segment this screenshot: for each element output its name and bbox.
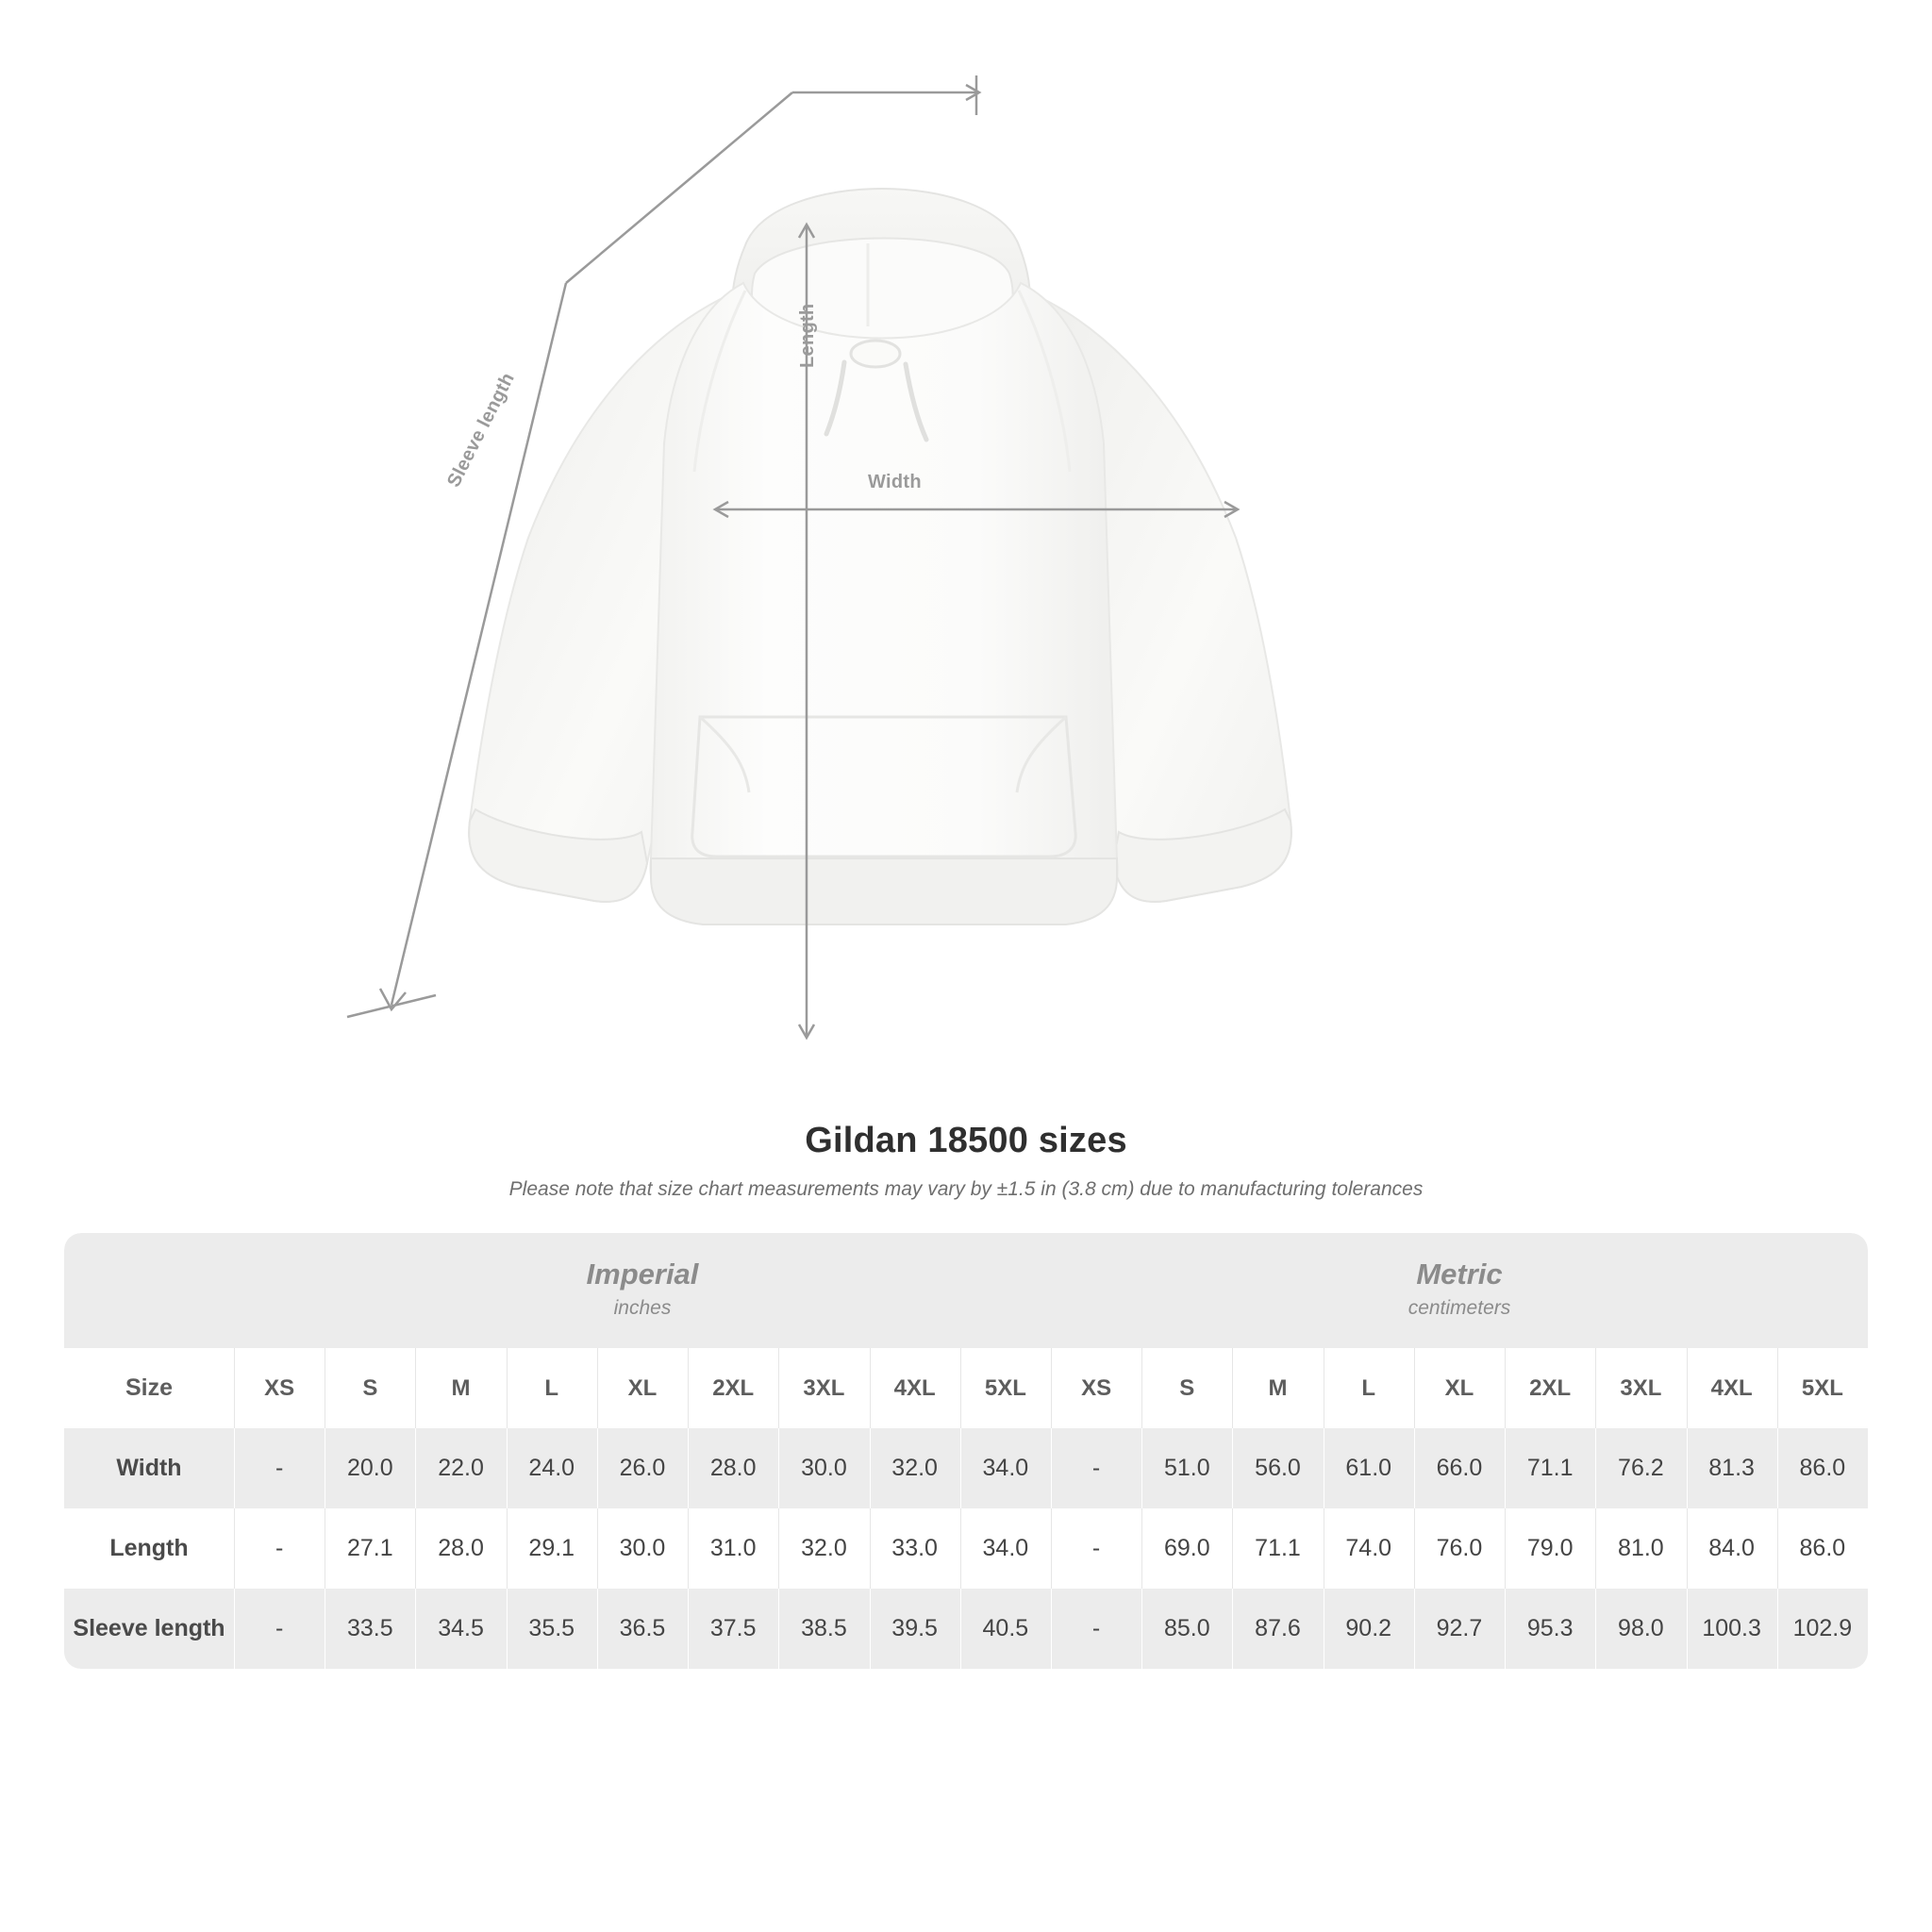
cell-sleeve-met-2: 87.6 xyxy=(1232,1589,1323,1669)
cell-length-met-8: 86.0 xyxy=(1777,1508,1868,1589)
hoodie-image xyxy=(462,132,1292,1075)
header-size-met-1: S xyxy=(1141,1348,1232,1428)
cell-width-imp-3: 24.0 xyxy=(507,1428,597,1508)
cell-sleeve-imp-5: 37.5 xyxy=(688,1589,778,1669)
unit-name-imperial: Imperial xyxy=(586,1257,699,1291)
header-size-imp-4: XL xyxy=(597,1348,688,1428)
cell-length-imp-1: 27.1 xyxy=(325,1508,415,1589)
unit-band-row xyxy=(64,1233,1868,1348)
cell-width-imp-2: 22.0 xyxy=(415,1428,506,1508)
cell-width-met-7: 81.3 xyxy=(1687,1428,1777,1508)
cell-width-met-1: 51.0 xyxy=(1141,1428,1232,1508)
cell-width-met-0: - xyxy=(1051,1428,1141,1508)
cell-sleeve-met-8: 102.9 xyxy=(1777,1589,1868,1669)
header-size-imp-6: 3XL xyxy=(778,1348,869,1428)
table-row xyxy=(64,1508,1868,1589)
cell-width-met-2: 56.0 xyxy=(1232,1428,1323,1508)
measure-label-sleeve-length: Sleeve length xyxy=(443,369,519,491)
cell-width-met-4: 66.0 xyxy=(1414,1428,1505,1508)
cell-sleeve-imp-2: 34.5 xyxy=(415,1589,506,1669)
size-table xyxy=(64,1233,1868,1669)
header-size-met-4: XL xyxy=(1414,1348,1505,1428)
cell-sleeve-met-6: 98.0 xyxy=(1595,1589,1686,1669)
cell-sleeve-met-5: 95.3 xyxy=(1505,1589,1595,1669)
cell-length-imp-8: 34.0 xyxy=(960,1508,1051,1589)
cell-length-imp-3: 29.1 xyxy=(507,1508,597,1589)
header-size-imp-3: L xyxy=(507,1348,597,1428)
cell-sleeve-met-1: 85.0 xyxy=(1141,1589,1232,1669)
cell-length-imp-7: 33.0 xyxy=(870,1508,960,1589)
cell-sleeve-imp-1: 33.5 xyxy=(325,1589,415,1669)
cell-width-met-8: 86.0 xyxy=(1777,1428,1868,1508)
cell-sleeve-imp-6: 38.5 xyxy=(778,1589,869,1669)
cell-sleeve-imp-3: 35.5 xyxy=(507,1589,597,1669)
measure-label-length: Length xyxy=(797,303,818,368)
row-label-width: Width xyxy=(64,1428,234,1508)
table-row xyxy=(64,1428,1868,1508)
cell-length-met-0: - xyxy=(1051,1508,1141,1589)
cell-width-imp-1: 20.0 xyxy=(325,1428,415,1508)
header-size-imp-1: S xyxy=(325,1348,415,1428)
unit-sub-metric: centimeters xyxy=(1407,1297,1511,1319)
header-size-imp-5: 2XL xyxy=(688,1348,778,1428)
header-size-imp-2: M xyxy=(415,1348,506,1428)
header-size-met-6: 3XL xyxy=(1595,1348,1686,1428)
title-block xyxy=(0,1121,1932,1201)
cell-width-imp-0: - xyxy=(234,1428,325,1508)
cell-sleeve-imp-0: - xyxy=(234,1589,325,1669)
cell-length-imp-4: 30.0 xyxy=(597,1508,688,1589)
page-title: Gildan 18500 sizes xyxy=(805,1121,1127,1160)
cell-sleeve-imp-8: 40.5 xyxy=(960,1589,1051,1669)
row-label-sleeve-length: Sleeve length xyxy=(64,1589,234,1669)
unit-name-metric: Metric xyxy=(1416,1257,1503,1291)
cell-length-met-4: 76.0 xyxy=(1414,1508,1505,1589)
cell-width-imp-8: 34.0 xyxy=(960,1428,1051,1508)
tolerance-note: Please note that size chart measurements may vary by ±1.5 in (3.8 cm) due to manufacturing tolerances xyxy=(508,1178,1424,1200)
header-size-imp-8: 5XL xyxy=(960,1348,1051,1428)
row-label-length: Length xyxy=(64,1508,234,1589)
header-size-met-2: M xyxy=(1232,1348,1323,1428)
header-size-met-8: 5XL xyxy=(1777,1348,1868,1428)
cell-width-met-5: 71.1 xyxy=(1505,1428,1595,1508)
cell-width-met-6: 76.2 xyxy=(1595,1428,1686,1508)
header-size-met-3: L xyxy=(1324,1348,1414,1428)
header-size-imp-0: XS xyxy=(234,1348,325,1428)
cell-length-met-5: 79.0 xyxy=(1505,1508,1595,1589)
cell-sleeve-imp-4: 36.5 xyxy=(597,1589,688,1669)
cell-length-imp-5: 31.0 xyxy=(688,1508,778,1589)
cell-length-imp-6: 32.0 xyxy=(778,1508,869,1589)
header-size: Size xyxy=(64,1348,234,1428)
cell-length-imp-2: 28.0 xyxy=(415,1508,506,1589)
unit-sub-imperial: inches xyxy=(613,1297,672,1319)
header-size-met-0: XS xyxy=(1051,1348,1141,1428)
measure-label-width: Width xyxy=(868,472,922,492)
unit-header-metric xyxy=(1051,1233,1868,1348)
unit-band-spacer xyxy=(64,1233,234,1348)
cell-width-imp-4: 26.0 xyxy=(597,1428,688,1508)
cell-width-imp-7: 32.0 xyxy=(870,1428,960,1508)
header-size-met-7: 4XL xyxy=(1687,1348,1777,1428)
cell-length-met-2: 71.1 xyxy=(1232,1508,1323,1589)
cell-length-met-3: 74.0 xyxy=(1324,1508,1414,1589)
cell-sleeve-met-7: 100.3 xyxy=(1687,1589,1777,1669)
cell-sleeve-met-4: 92.7 xyxy=(1414,1589,1505,1669)
cell-length-met-6: 81.0 xyxy=(1595,1508,1686,1589)
cell-sleeve-met-3: 90.2 xyxy=(1324,1589,1414,1669)
cell-length-imp-0: - xyxy=(234,1508,325,1589)
cell-length-met-1: 69.0 xyxy=(1141,1508,1232,1589)
header-size-imp-7: 4XL xyxy=(870,1348,960,1428)
size-table-wrap xyxy=(64,1233,1868,1669)
cell-length-met-7: 84.0 xyxy=(1687,1508,1777,1589)
cell-sleeve-imp-7: 39.5 xyxy=(870,1589,960,1669)
header-size-met-5: 2XL xyxy=(1505,1348,1595,1428)
cell-width-imp-6: 30.0 xyxy=(778,1428,869,1508)
size-header-row xyxy=(64,1348,1868,1428)
cell-width-imp-5: 28.0 xyxy=(688,1428,778,1508)
table-row xyxy=(64,1589,1868,1669)
cell-width-met-3: 61.0 xyxy=(1324,1428,1414,1508)
unit-header-imperial xyxy=(234,1233,1051,1348)
cell-sleeve-met-0: - xyxy=(1051,1589,1141,1669)
